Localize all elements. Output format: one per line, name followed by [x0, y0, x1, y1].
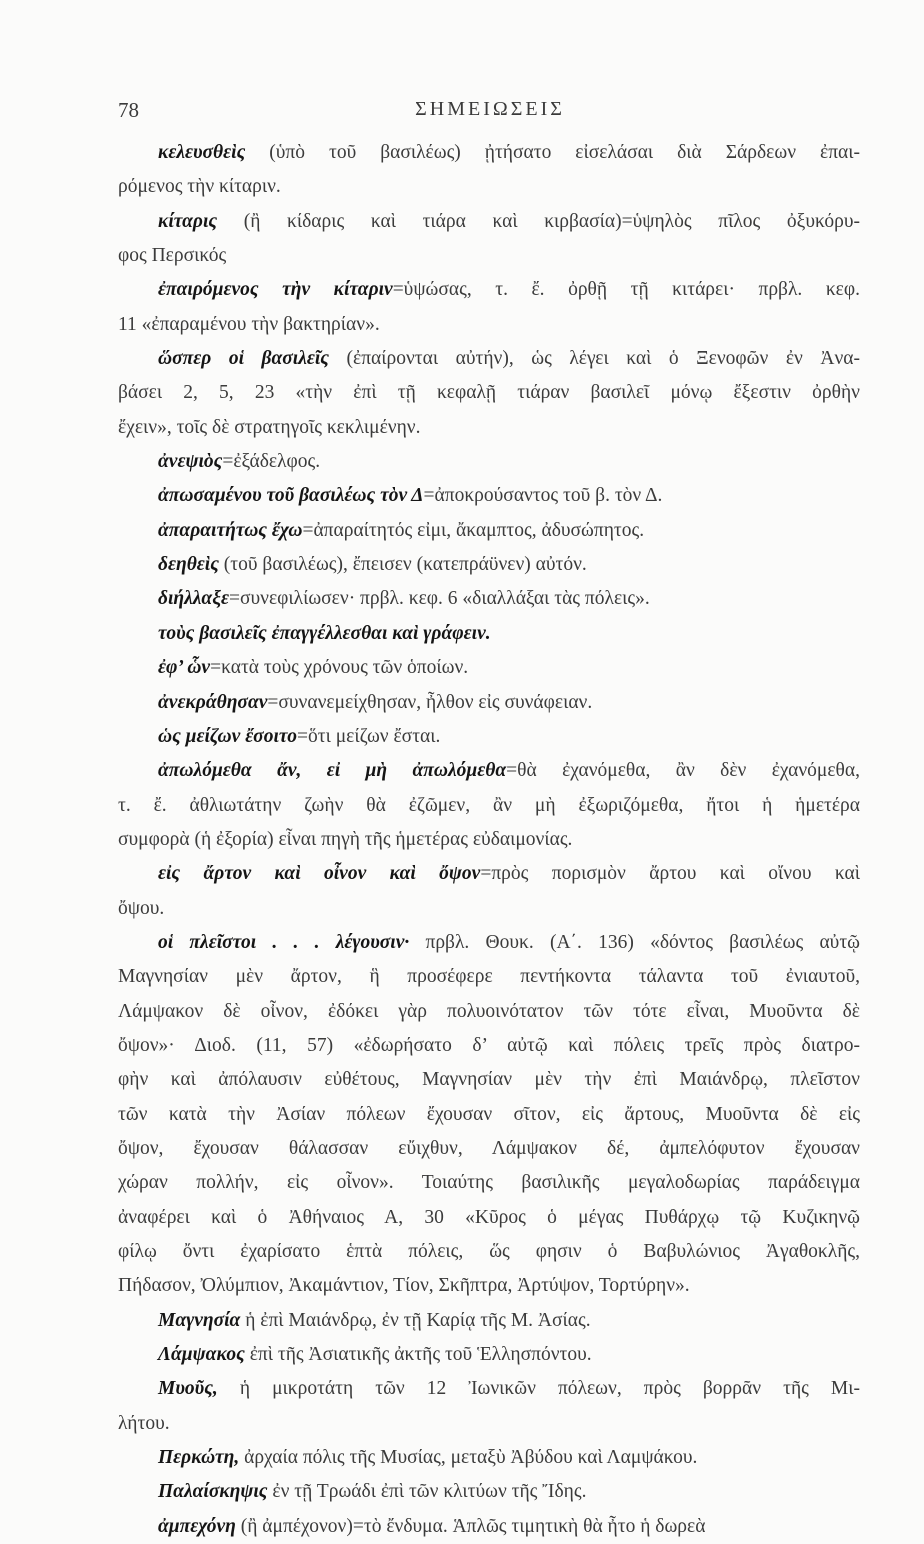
lemma-term: δεηθεὶς	[158, 554, 219, 576]
text-line	[118, 1304, 860, 1338]
text-line	[118, 239, 860, 273]
text-line	[118, 342, 860, 376]
text-line	[118, 548, 860, 582]
running-title: ΣΗΜΕΙΩΣΕΙΣ	[415, 98, 565, 120]
text-line	[118, 273, 860, 307]
lemma-term: οἱ πλεῖστοι . . . λέγουσιν·	[158, 931, 410, 953]
note-text: συμφορὰ (ἡ ἐξορία) εἶναι πηγὴ τῆς ἡμετέρας εὐδαιμονίας.	[118, 828, 573, 850]
text-line	[118, 1441, 860, 1475]
lemma-term: ἐπαιρόμενος τὴν κίταριν	[158, 279, 393, 301]
text-line	[118, 1166, 860, 1200]
note-text: φὴν καὶ ἀπόλαυσιν εὐθέτους, Μαγνησίαν μὲν τὴν ἐπὶ Μαιάνδρῳ, πλεῖστον	[118, 1069, 860, 1091]
note-text: ἐπὶ τῆς Ἀσιατικῆς ἀκτῆς τοῦ Ἑλλησπόντου.	[244, 1344, 592, 1366]
text-line	[118, 445, 860, 479]
text-line	[118, 720, 860, 754]
text-line	[118, 1407, 860, 1441]
note-text: =κατὰ τοὺς χρόνους τῶν ὁποίων.	[210, 657, 469, 679]
lemma-term: ἀνεκράθησαν	[158, 691, 268, 713]
note-text: =ἐξάδελφος.	[222, 451, 321, 473]
lemma-term: ἐφ’ ὧν	[158, 657, 211, 679]
note-text: πρβλ. Θουκ. (Α΄. 136) «δόντος βασιλέως αὐτῷ	[409, 931, 860, 953]
note-text: ὄψον, ἔχουσαν θάλασσαν εὔιχθυν, Λάμψακον δέ, ἀμπελόφυτον ἔχουσαν	[118, 1137, 860, 1159]
lemma-term: Παλαίσκηψις	[158, 1481, 268, 1503]
note-text: (τοῦ βασιλέως), ἔπεισεν (κατεπράϋνεν) αὐτόν.	[218, 554, 587, 576]
text-line	[118, 617, 860, 651]
note-text: ἡ ἐπὶ Μαιάνδρῳ, ἐν τῇ Καρίᾳ τῆς Μ. Ἀσίας.	[240, 1309, 591, 1331]
text-line	[118, 308, 860, 342]
text-line	[118, 1029, 860, 1063]
text-line	[118, 857, 860, 891]
text-line	[118, 960, 860, 994]
note-text: =ὑψώσας, τ. ἔ. ὀρθῇ τῇ κιτάρει· πρβλ. κεφ.	[392, 279, 860, 301]
note-text: (ἢ ἀμπέχονον)=τὸ ἔνδυμα. Ἁπλῶς τιμητικὴ θὰ ἦτο ἡ δωρεὰ	[235, 1515, 706, 1537]
text-line	[118, 1132, 860, 1166]
text-line	[118, 170, 860, 204]
page-number: 78	[118, 98, 139, 122]
text-line	[118, 1510, 860, 1544]
lemma-term: τοὺς βασιλεῖς ἐπαγγέλλεσθαι καὶ γράφειν.	[158, 622, 491, 644]
note-text: =θὰ ἐχανόμεθα, ἂν δὲν ἐχανόμεθα,	[506, 760, 860, 782]
note-text: ὄψου.	[118, 897, 165, 919]
lemma-term: κελευσθεὶς	[158, 142, 246, 163]
lemma-term: ἀνεψιὸς	[158, 451, 223, 473]
note-text: βάσει 2, 5, 23 «τὴν ἐπὶ τῇ κεφαλῇ τιάραν βασιλεῖ μόνῳ ἔξεστιν ὀρθὴν	[118, 382, 860, 404]
lemma-term: εἰς ἄρτον καὶ οἶνον καὶ ὄψον	[158, 863, 481, 885]
text-line	[118, 1063, 860, 1097]
lemma-term: ὥσπερ οἱ βασιλεῖς	[158, 348, 329, 370]
lemma-term: Λάμψακος	[158, 1344, 245, 1366]
lemma-term: Μαγνησία	[158, 1309, 241, 1331]
note-text: τ. ἔ. ἀθλιωτάτην ζωὴν θὰ ἐζῶμεν, ἂν μὴ ἐξωριζόμεθα, ἤτοι ἡ ἡμετέρα	[118, 794, 860, 816]
note-text: ἐν τῇ Τρωάδι ἐπὶ τῶν κλιτύων τῆς Ἴδης.	[267, 1481, 587, 1503]
note-text: χώραν πολλήν, εἰς οἶνον». Τοιαύτης βασιλικῆς μεγαλοδωρίας παράδειγμα	[118, 1172, 860, 1194]
lemma-term: ἀπαραιτήτως ἔχω	[158, 519, 303, 541]
note-text: ἡ μικροτάτη τῶν 12 Ἰωνικῶν πόλεων, πρὸς βορρᾶν τῆς Μι-	[217, 1378, 860, 1400]
note-text: =ὅτι μείζων ἔσται.	[297, 725, 441, 747]
note-text: φος Περσικός	[118, 245, 227, 267]
note-text: τῶν κατὰ τὴν Ἀσίαν πόλεων ἔχουσαν σῖτον, εἰς ἄρτους, Μυοῦντα δὲ εἰς	[118, 1103, 860, 1125]
text-line	[118, 995, 860, 1029]
lemma-term: Μυοῦς,	[158, 1378, 218, 1400]
page-header	[118, 98, 862, 126]
lemma-term: ὡς μείζων ἔσοιτο	[158, 725, 297, 747]
note-text: Μαγνησίαν μὲν ἄρτον, ἣ προσέφερε πεντήκοντα τάλαντα τοῦ ἐνιαυτοῦ,	[118, 966, 860, 988]
note-text: (ἐπαίρονται αὐτήν), ὡς λέγει καὶ ὁ Ξενοφῶν ἐν Ἀνα-	[329, 348, 860, 370]
text-line	[118, 411, 860, 445]
note-text: φίλῳ ὄντι ἐχαρίσατο ἑπτὰ πόλεις, ὥς φησιν ὁ Βαβυλώνιος Ἀγαθοκλῆς,	[118, 1241, 860, 1262]
note-text: =συνεφιλίωσεν· πρβλ. κεφ. 6 «διαλλάξαι τὰς πόλεις».	[228, 588, 650, 610]
note-text: ὄψον»· Διοδ. (11, 57) «ἐδωρήσατο δ’ αὐτῷ καὶ πόλεις τρεῖς πρὸς διατρο-	[118, 1034, 860, 1056]
note-text: Λάμψακον δὲ οἶνον, ἐδόκει γὰρ πολυοινότατον τῶν τότε εἶναι, Μυοῦντα δὲ	[118, 1000, 860, 1022]
note-text: ἀρχαία πόλις τῆς Μυσίας, μεταξὺ Ἀβύδου καὶ Λαμψάκου.	[239, 1447, 698, 1469]
note-text: =πρὸς πορισμὸν ἄρτου καὶ οἴνου καὶ	[480, 863, 860, 885]
lemma-term: ἀμπεχόνη	[158, 1515, 236, 1537]
text-line	[118, 136, 860, 170]
note-text: ἀναφέρει καὶ ὁ Ἀθήναιος Α, 30 «Κῦρος ὁ μέγας Πυθάρχῳ τῷ Κυζικηνῷ	[118, 1206, 860, 1228]
text-line	[118, 789, 860, 823]
text-line	[118, 205, 860, 239]
text-line	[118, 926, 860, 960]
notes-body	[118, 136, 860, 1544]
text-line	[118, 823, 860, 857]
note-text: ἔχειν», τοῖς δὲ στρατηγοῖς κεκλιμένην.	[118, 416, 421, 438]
lemma-term: ἀπωλόμεθα ἄν, εἰ μὴ ἀπωλόμεθα	[158, 760, 507, 782]
note-text: =ἀποκρούσαντος τοῦ β. τὸν Δ.	[423, 485, 663, 507]
text-line	[118, 479, 860, 513]
text-line	[118, 1372, 860, 1406]
text-line	[118, 892, 860, 926]
note-text: 11 «ἐπαραμένου τὴν βακτηρίαν».	[118, 313, 380, 335]
lemma-term: ἀπωσαμένου τοῦ βασιλέως τὸν Δ	[158, 485, 424, 507]
text-line	[118, 651, 860, 685]
note-text: =συνανεμείχθησαν, ἦλθον εἰς συνάφειαν.	[267, 691, 593, 713]
text-line	[118, 686, 860, 720]
text-line	[118, 582, 860, 616]
text-line	[118, 1475, 860, 1509]
text-line	[118, 1338, 860, 1372]
note-text: ρόμενος τὴν κίταριν.	[118, 176, 281, 198]
note-text: =ἀπαραίτητός εἰμι, ἄκαμπτος, ἀδυσώπητος.	[302, 519, 645, 541]
text-line	[118, 1269, 860, 1303]
text-line	[118, 1235, 860, 1269]
note-text: λήτου.	[118, 1412, 170, 1434]
lemma-term: διήλλαξε	[158, 588, 229, 610]
text-line	[118, 514, 860, 548]
text-line	[118, 1098, 860, 1132]
note-text: Πήδασον, Ὀλύμπιον, Ἀκαμάντιον, Τίον, Σκῆπτρα, Ἀρτύψον, Τορτύρην».	[118, 1275, 690, 1297]
text-line	[118, 376, 860, 410]
text-line	[118, 754, 860, 788]
text-line	[118, 1201, 860, 1235]
lemma-term: κίταρις	[158, 210, 218, 232]
note-text: (ὑπὸ τοῦ βασιλέως) ᾐτήσατο εἰσελάσαι διὰ Σάρδεων ἐπαι-	[245, 142, 860, 163]
note-text: (ἢ κίδαρις καὶ τιάρα καὶ κιρβασία)=ὑψηλὸς πῖλος ὀξυκόρυ-	[217, 210, 860, 232]
lemma-term: Περκώτη,	[158, 1447, 240, 1469]
